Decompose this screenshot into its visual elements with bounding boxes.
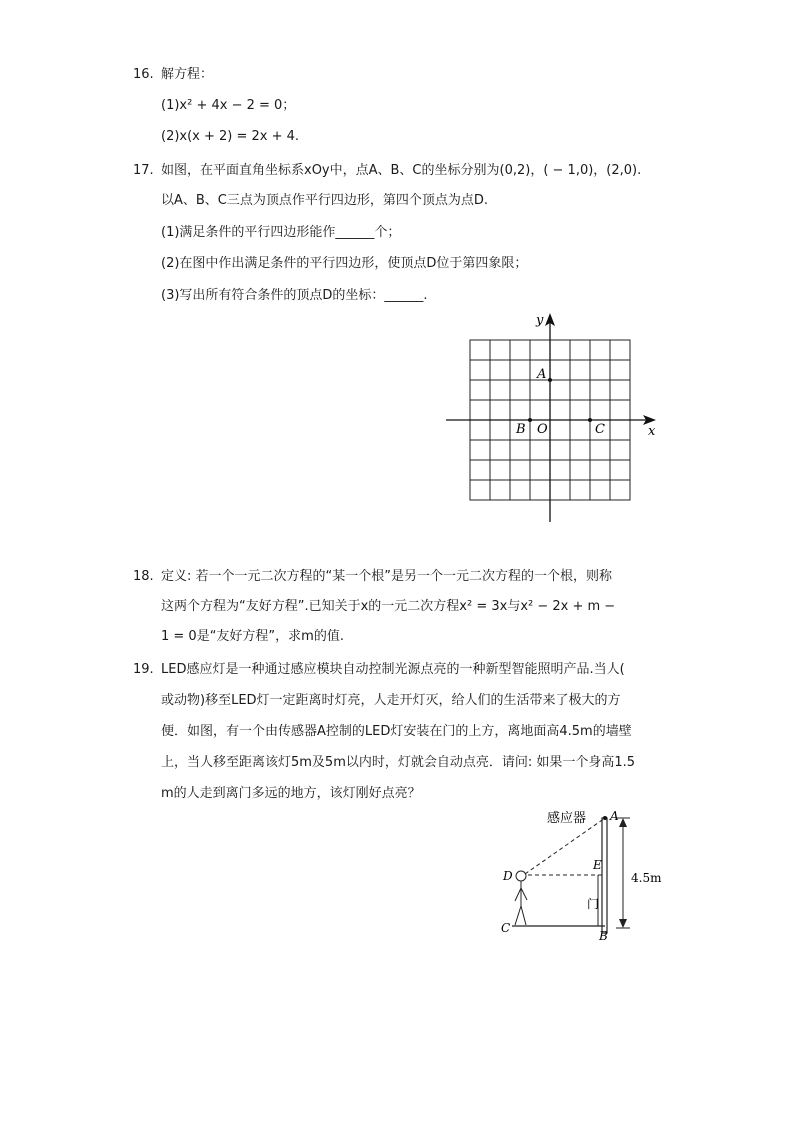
q17-line1: 如图，在平面直角坐标系xOy中，点A、B、C的坐标分别为(0,2)，( − 1,0)，(2,0). (161, 163, 642, 178)
label-A: A (537, 367, 547, 382)
label-B: B (516, 422, 526, 437)
wall (602, 818, 607, 933)
q16-part1: (1)x² + 4x − 2 = 0； (161, 98, 296, 113)
q19-line2: 或动物)移至LED灯一定距离时灯亮，人走开灯灭，给人们的生活带来了极大的方 (161, 693, 621, 708)
q18-line3: 1 = 0是“友好方程”，求m的值. (161, 629, 344, 644)
label-x: x (648, 424, 656, 439)
q17-part2: (2)在图中作出满足条件的平行四边形，使顶点D位于第四象限； (161, 256, 528, 271)
q19-line3: 便．如图，有一个由传感器A控制的LED灯安装在门的上方，离地面高4.5m的墙壁 (161, 724, 632, 739)
door-label: 门 (587, 897, 600, 911)
height-arrow-top (619, 818, 627, 827)
point-B (528, 418, 532, 422)
figure-label-A: A (610, 809, 619, 823)
q16-number: 16. (133, 67, 154, 82)
q17-number: 17. (133, 163, 154, 178)
label-C: C (595, 422, 605, 437)
q18-line1: 定义: 若一个一元二次方程的“某一个根”是另一个一元二次方程的一个根，则称 (161, 569, 612, 584)
q17-part1: (1)满足条件的平行四边形能作______个； (161, 225, 401, 240)
q17-line2: 以A、B、C三点为顶点作平行四边形，第四个顶点为点D. (161, 193, 489, 208)
q16-stem: 解方程： (161, 67, 214, 82)
q17-part3: (3)写出所有符合条件的顶点D的坐标：______. (161, 288, 428, 303)
q19-number: 19. (133, 662, 154, 677)
label-y: y (536, 313, 544, 328)
label-O: O (537, 422, 548, 437)
person-figure (515, 871, 527, 925)
q19-line1: LED感应灯是一种通过感应模块自动控制光源点亮的一种新型智能照明产品.当人( (161, 662, 625, 677)
q16-part2: (2)x(x + 2) = 2x + 4. (161, 129, 300, 144)
q18-line2: 这两个方程为“友好方程”.已知关于x的一元二次方程x² = 3x与x² − 2x + m − (161, 599, 616, 614)
q19-line4: 上，当人移至距离该灯5m及5m以内时，灯就会自动点亮．请问: 如果一个身高1.5 (161, 755, 636, 770)
sensor-label: 感应器 (547, 811, 587, 826)
height-label: 4.5m (631, 871, 662, 885)
q19-line5: m的人走到离门多远的地方，该灯刚好点亮？ (161, 786, 421, 801)
point-C (588, 418, 592, 422)
figure-label-C: C (501, 921, 511, 935)
figure-label-E: E (593, 858, 602, 872)
height-arrow-bottom (619, 919, 627, 928)
figure-label-B: B (599, 929, 608, 943)
figure-label-D: D (503, 869, 513, 883)
led-sensor-figure (495, 806, 675, 944)
sensor-point-A (603, 816, 607, 820)
q18-number: 18. (133, 569, 154, 584)
coordinate-grid-figure (440, 308, 665, 530)
point-A (548, 378, 552, 382)
